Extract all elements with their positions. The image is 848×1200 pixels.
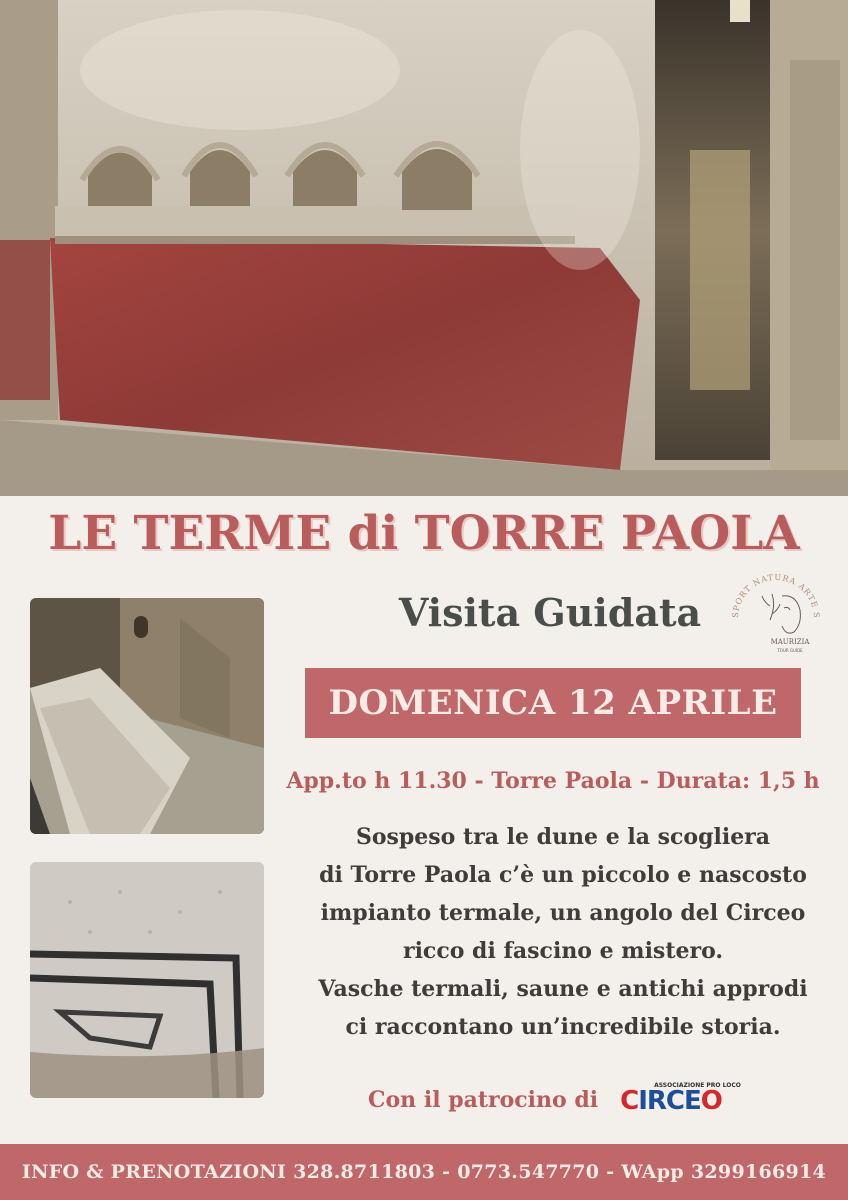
footer-contact-bar [0,1144,848,1200]
event-subtitle: Visita Guidata [398,590,702,635]
description-line: Vasche termali, saune e antichi approdi [318,976,808,1002]
description-line: Sospeso tra le dune e la scogliera [355,824,771,850]
event-title: LE TERME di TORRE PAOLA [48,506,800,561]
patronage [368,1082,740,1118]
guide-logo [724,566,828,662]
photo-thermal-basin [30,598,264,834]
logo-name: MAURIZIA [770,638,810,646]
description-line: ricco di fascino e mistero. [402,938,724,964]
contact-info: INFO & PRENOTAZIONI 328.8711803 - 0773.547770 - WApp 3299166914 [21,1161,827,1183]
patronage-label: Con il patrocino di [368,1087,599,1113]
description-line: ci raccontano un’incredibile storia. [345,1014,781,1040]
proloco-name [620,1082,621,1083]
event-description [282,818,844,1046]
proloco-circeo-logo: ASSOCIAZIONE PRO LOCO CIRCEO [620,1082,741,1116]
event-date: DOMENICA 12 APRILE [328,683,778,723]
description-line: di Torre Paola c’è un piccolo e nascosto [319,862,807,888]
logo-arc-text: SPORT NATURA ARTE S [730,572,822,619]
hero-photo [0,0,848,496]
proloco-label: ASSOCIAZIONE PRO LOCO [654,1082,741,1089]
description-line: impianto termale, un angolo del Circeo [320,900,806,926]
photo-mosaic-floor [30,862,264,1098]
logo-tagline: TOUR GUIDE [777,648,803,653]
appointment-info: App.to h 11.30 - Torre Paola - Durata: 1,5 h [286,768,820,794]
event-date-banner [305,668,801,738]
